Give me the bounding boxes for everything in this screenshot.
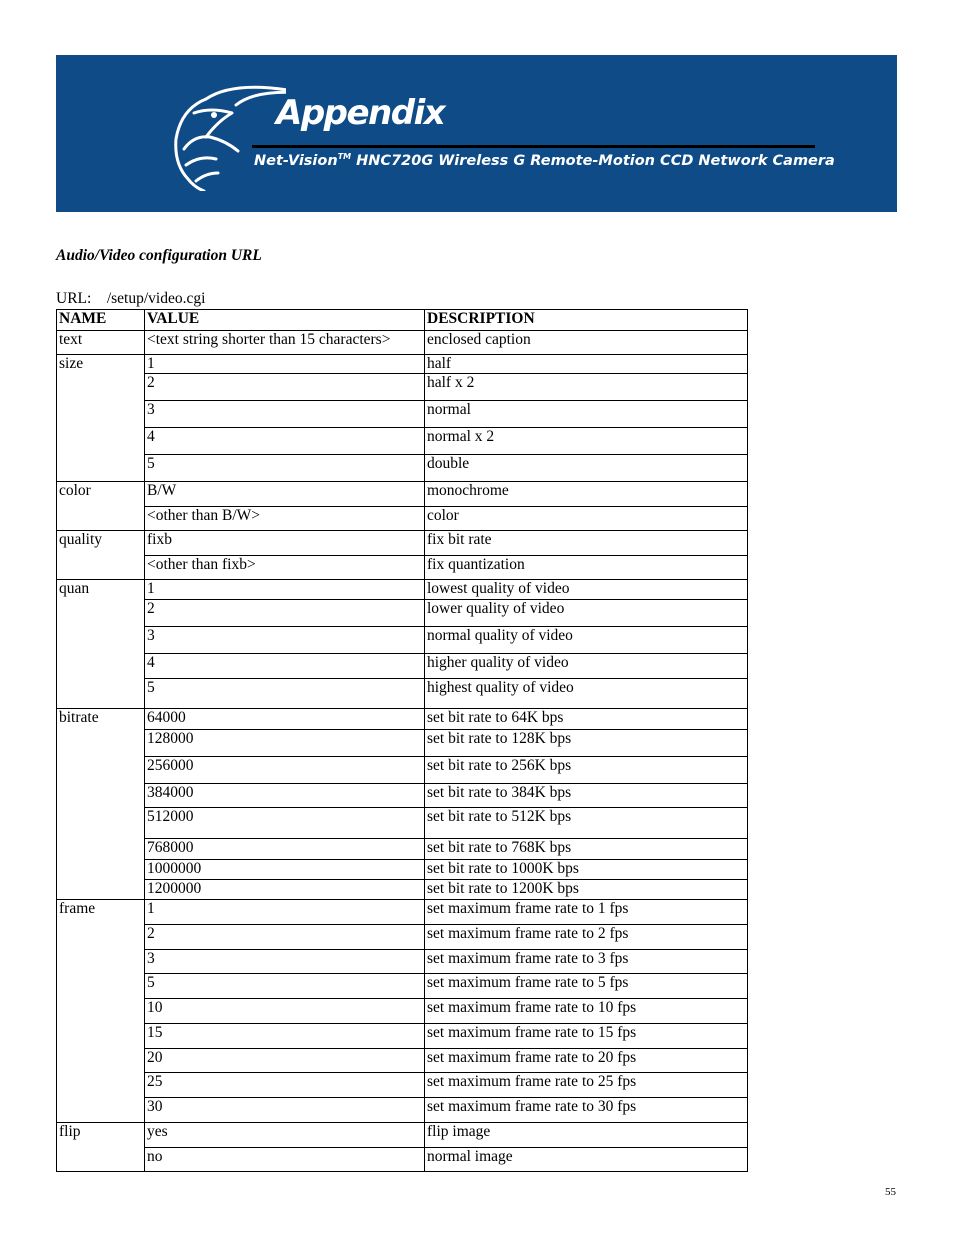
- param-value-cell: 2: [145, 374, 425, 401]
- table-row: [57, 880, 748, 900]
- param-value-cell: 768000: [145, 839, 425, 860]
- param-description-cell: half x 2: [425, 374, 748, 401]
- param-description-cell: set bit rate to 512K bps: [425, 808, 748, 839]
- param-name-cell: quality: [57, 531, 145, 580]
- param-description-cell: fix bit rate: [425, 531, 748, 556]
- param-name-cell: size: [57, 355, 145, 482]
- page-title: Appendix: [276, 93, 445, 133]
- param-value-cell: 5: [145, 455, 425, 482]
- table-row: [57, 860, 748, 880]
- param-value-cell: 10: [145, 999, 425, 1024]
- url-line: [56, 290, 205, 308]
- column-header-description: DESCRIPTION: [425, 310, 748, 331]
- table-row: [57, 556, 748, 580]
- table-row: [57, 531, 748, 556]
- table-row: [57, 654, 748, 679]
- table-row: [57, 757, 748, 784]
- table-row: [57, 999, 748, 1024]
- param-description-cell: set bit rate to 64K bps: [425, 709, 748, 730]
- param-description-cell: monochrome: [425, 482, 748, 507]
- param-description-cell: set bit rate to 128K bps: [425, 730, 748, 757]
- column-header-name: NAME: [57, 310, 145, 331]
- table-row: [57, 900, 748, 925]
- param-value-cell: yes: [145, 1123, 425, 1148]
- param-value-cell: 512000: [145, 808, 425, 839]
- eagle-logo-icon: [166, 69, 286, 191]
- video-config-table: [56, 309, 748, 1172]
- param-value-cell: 1: [145, 355, 425, 374]
- table-row: [57, 1148, 748, 1172]
- param-value-cell: fixb: [145, 531, 425, 556]
- param-description-cell: normal x 2: [425, 428, 748, 455]
- param-value-cell: 3: [145, 950, 425, 974]
- param-value-cell: 384000: [145, 784, 425, 808]
- table-row: [57, 709, 748, 730]
- param-description-cell: flip image: [425, 1123, 748, 1148]
- param-value-cell: B/W: [145, 482, 425, 507]
- table-row: [57, 627, 748, 654]
- param-value-cell: 1000000: [145, 860, 425, 880]
- param-description-cell: set bit rate to 256K bps: [425, 757, 748, 784]
- param-value-cell: 15: [145, 1024, 425, 1049]
- param-name-cell: quan: [57, 580, 145, 709]
- table-row: [57, 331, 748, 355]
- column-header-value: VALUE: [145, 310, 425, 331]
- table-row: [57, 428, 748, 455]
- param-description-cell: set maximum frame rate to 1 fps: [425, 900, 748, 925]
- product-subtitle: [254, 152, 835, 169]
- param-description-cell: color: [425, 507, 748, 531]
- param-value-cell: 4: [145, 654, 425, 679]
- param-description-cell: set maximum frame rate to 15 fps: [425, 1024, 748, 1049]
- param-value-cell: no: [145, 1148, 425, 1172]
- table-row: [57, 507, 748, 531]
- param-description-cell: set maximum frame rate to 3 fps: [425, 950, 748, 974]
- param-value-cell: 256000: [145, 757, 425, 784]
- product-model: HNC720G Wireless G Remote-Motion CCD Network Camera: [351, 152, 835, 169]
- table-row: [57, 808, 748, 839]
- param-name-cell: flip: [57, 1123, 145, 1172]
- param-value-cell: <text string shorter than 15 characters>: [145, 331, 425, 355]
- param-description-cell: normal: [425, 401, 748, 428]
- table-header-row: [57, 310, 748, 331]
- param-value-cell: 128000: [145, 730, 425, 757]
- param-description-cell: set maximum frame rate to 30 fps: [425, 1098, 748, 1123]
- table-row: [57, 355, 748, 374]
- param-description-cell: normal quality of video: [425, 627, 748, 654]
- param-description-cell: set bit rate to 384K bps: [425, 784, 748, 808]
- param-description-cell: normal image: [425, 1148, 748, 1172]
- header-banner: [56, 55, 897, 212]
- param-description-cell: set maximum frame rate to 5 fps: [425, 974, 748, 999]
- param-description-cell: set bit rate to 1000K bps: [425, 860, 748, 880]
- param-value-cell: 20: [145, 1049, 425, 1073]
- table-row: [57, 974, 748, 999]
- param-description-cell: enclosed caption: [425, 331, 748, 355]
- param-value-cell: <other than B/W>: [145, 507, 425, 531]
- param-description-cell: highest quality of video: [425, 679, 748, 709]
- param-description-cell: set maximum frame rate to 20 fps: [425, 1049, 748, 1073]
- param-value-cell: 5: [145, 679, 425, 709]
- param-name-cell: frame: [57, 900, 145, 1123]
- param-description-cell: higher quality of video: [425, 654, 748, 679]
- param-value-cell: 1200000: [145, 880, 425, 900]
- param-description-cell: set maximum frame rate to 10 fps: [425, 999, 748, 1024]
- table-row: [57, 374, 748, 401]
- param-value-cell: 4: [145, 428, 425, 455]
- url-label: URL:: [56, 290, 92, 307]
- table-row: [57, 1049, 748, 1073]
- param-value-cell: 30: [145, 1098, 425, 1123]
- param-description-cell: fix quantization: [425, 556, 748, 580]
- param-value-cell: <other than fixb>: [145, 556, 425, 580]
- param-description-cell: set maximum frame rate to 25 fps: [425, 1073, 748, 1098]
- table-row: [57, 679, 748, 709]
- param-description-cell: set bit rate to 1200K bps: [425, 880, 748, 900]
- table-row: [57, 482, 748, 507]
- param-description-cell: set bit rate to 768K bps: [425, 839, 748, 860]
- table-row: [57, 580, 748, 600]
- section-title: Audio/Video configuration URL: [56, 247, 262, 264]
- table-row: [57, 730, 748, 757]
- table-row: [57, 1073, 748, 1098]
- param-value-cell: 5: [145, 974, 425, 999]
- table-row: [57, 455, 748, 482]
- table-row: [57, 925, 748, 950]
- table-row: [57, 1123, 748, 1148]
- param-name-cell: bitrate: [57, 709, 145, 900]
- product-name: Net-Vision: [254, 152, 338, 169]
- param-value-cell: 1: [145, 580, 425, 600]
- table-row: [57, 1098, 748, 1123]
- param-name-cell: text: [57, 331, 145, 355]
- param-value-cell: 3: [145, 627, 425, 654]
- url-value: /setup/video.cgi: [106, 290, 206, 307]
- param-value-cell: 2: [145, 925, 425, 950]
- param-value-cell: 25: [145, 1073, 425, 1098]
- title-underline: [252, 145, 815, 148]
- param-name-cell: color: [57, 482, 145, 531]
- param-value-cell: 64000: [145, 709, 425, 730]
- page-number: 55: [885, 1186, 896, 1198]
- trademark-sup: TM: [337, 152, 352, 161]
- table-row: [57, 401, 748, 428]
- table-row: [57, 950, 748, 974]
- param-description-cell: lowest quality of video: [425, 580, 748, 600]
- param-description-cell: double: [425, 455, 748, 482]
- param-value-cell: 1: [145, 900, 425, 925]
- param-value-cell: 3: [145, 401, 425, 428]
- table-row: [57, 1024, 748, 1049]
- table-row: [57, 784, 748, 808]
- param-value-cell: 2: [145, 600, 425, 627]
- table-row: [57, 839, 748, 860]
- param-description-cell: half: [425, 355, 748, 374]
- param-description-cell: set maximum frame rate to 2 fps: [425, 925, 748, 950]
- param-description-cell: lower quality of video: [425, 600, 748, 627]
- table-row: [57, 600, 748, 627]
